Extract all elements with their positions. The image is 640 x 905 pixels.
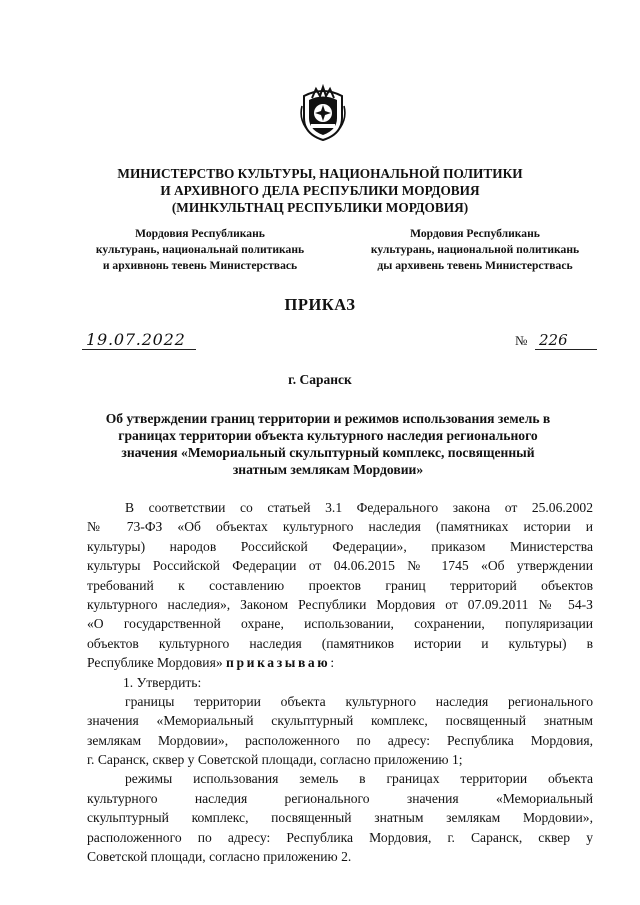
body-text: : xyxy=(330,655,335,671)
city: г. Саранск xyxy=(288,372,352,387)
subject-line: значения «Мемориальный скульптурный комплекс, посвященный xyxy=(121,445,535,460)
ministry-name-erzya xyxy=(340,226,610,274)
body-line: скульптурный комплекс, посвященный знатным землякам Мордовии», xyxy=(87,810,593,826)
subject-line: Об утверждении границ территории и режимов использования земель в xyxy=(105,411,551,426)
ministry-name xyxy=(80,165,560,216)
order-subject xyxy=(80,410,576,478)
body-line: значения «Мемориальный скульптурный комплекс, посвященный знатным xyxy=(87,713,593,729)
body-line: культуры) народов Российской Федерации», приказом Министерства xyxy=(87,538,593,554)
ministry-line: МИНИСТЕРСТВО КУЛЬТУРЫ, НАЦИОНАЛЬНОЙ ПОЛИТИКИ xyxy=(117,166,523,181)
body-line: Советской площади, согласно приложению 2. xyxy=(87,849,352,865)
body-line: требований к составлению проектов границ территорий объектов xyxy=(87,577,593,593)
order-number-label: № xyxy=(515,333,528,348)
body-line: «О государственной охране, использовании, сохранении, популяризации xyxy=(87,616,593,632)
order-body xyxy=(87,498,593,866)
item-heading: 1. Утвердить: xyxy=(123,674,202,690)
body-line: границы территории объекта культурного наследия регионального xyxy=(125,693,593,709)
body-line: В соответствии со статьей 3.1 Федерального закона от 25.06.2002 xyxy=(125,500,593,515)
ministry-line: культурань, национальной политикань xyxy=(370,243,580,256)
ministry-name-moksha xyxy=(80,226,320,274)
body-line: режимы использования земель в границах территории объекта xyxy=(125,771,593,787)
order-date: 19.07.2022 xyxy=(82,331,196,350)
body-line: г. Саранск, сквер у Советской площади, согласно приложению 1; xyxy=(87,752,463,768)
body-text: Республике Мордовия» xyxy=(87,655,223,671)
ministry-line: Мордовия Республикань xyxy=(410,227,540,240)
order-verb: приказываю xyxy=(226,655,331,671)
order-number: 226 xyxy=(535,331,597,350)
mordovia-coat-of-arms-icon xyxy=(298,84,348,142)
body-line: культурного наследия», Законом Республики Мордовия от 07.09.2011 № 54-З xyxy=(87,596,593,612)
body-line: расположенного по адресу: Республика Мордовия, г. Саранск, сквер у xyxy=(87,829,593,845)
body-line xyxy=(87,653,593,672)
body-line: культурного наследия регионального значения «Мемориальный xyxy=(87,790,593,806)
order-number-field xyxy=(515,331,597,350)
subject-line: знатным землякам Мордовии» xyxy=(232,462,424,477)
ministry-line: ды архивень тевень Министерствась xyxy=(377,259,573,272)
document-title: ПРИКАЗ xyxy=(284,295,356,314)
ministry-line: и архивнонь тевень Министерствась xyxy=(102,259,298,272)
subject-line: границах территории объекта культурного наследия регионального xyxy=(118,428,538,443)
ministry-line: И АРХИВНОГО ДЕЛА РЕСПУБЛИКИ МОРДОВИЯ xyxy=(160,183,480,198)
body-line: № 73-ФЗ «Об объектах культурного наследия (памятниках истории и xyxy=(87,519,593,535)
body-line: объектов культурного наследия (памятников истории и культуры) в xyxy=(87,635,593,651)
ministry-line: Мордовия Республикань xyxy=(135,227,265,240)
body-line: землякам Мордовии», расположенного по адресу: Республика Мордовия, xyxy=(87,732,593,748)
ministry-line: культурань, национальнай политикань xyxy=(95,243,305,256)
body-line: культуры Российской Федерации от 04.06.2015 № 1745 «Об утверждении xyxy=(87,558,593,574)
ministry-line: (МИНКУЛЬТНАЦ РЕСПУБЛИКИ МОРДОВИЯ) xyxy=(171,200,469,215)
